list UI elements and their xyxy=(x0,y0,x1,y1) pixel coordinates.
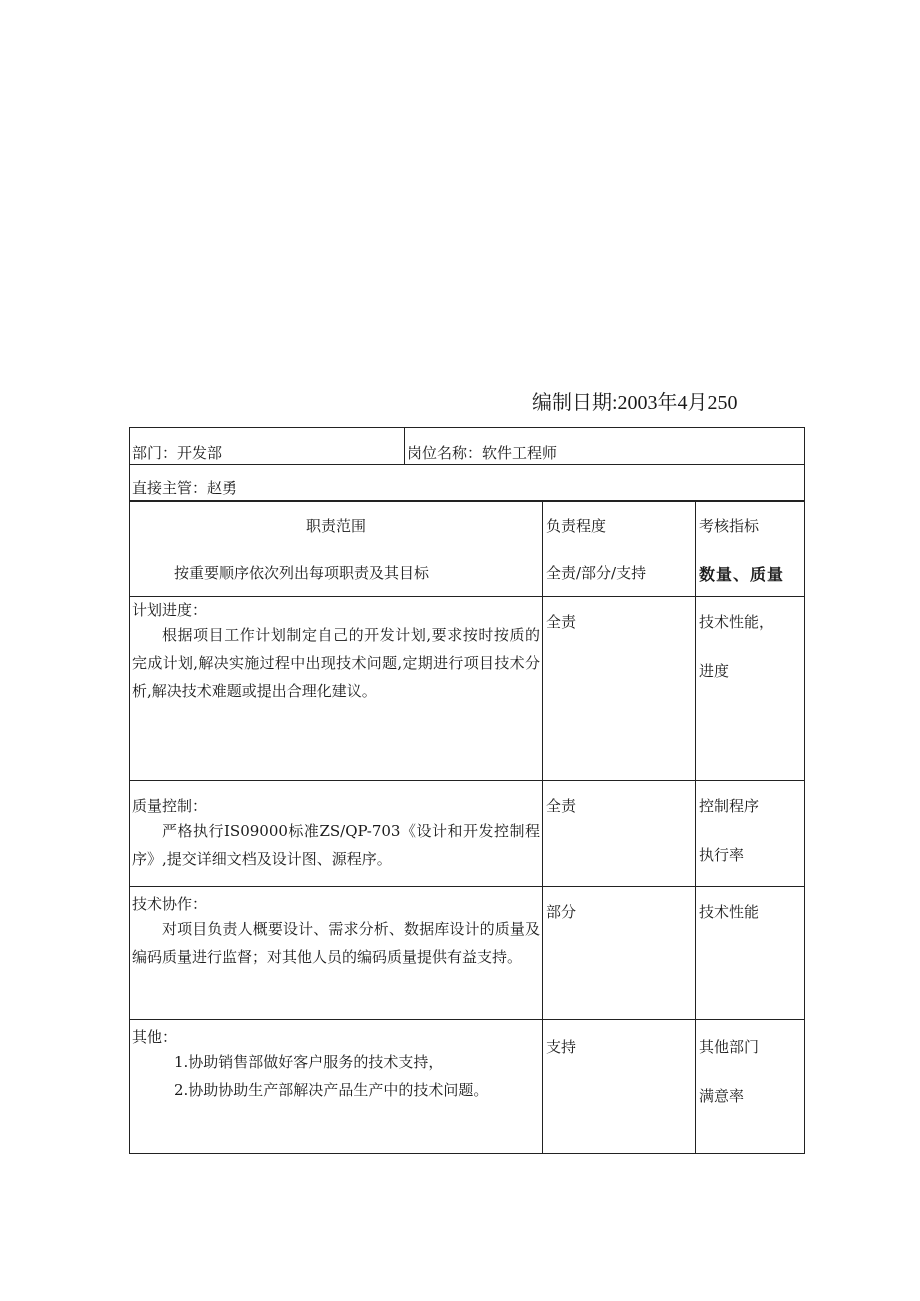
kpi-line-1: 技术性能， xyxy=(699,613,775,631)
kpi-line-1: 技术性能 xyxy=(699,903,760,921)
position-cell xyxy=(405,428,805,465)
duty-header-title: 职责范围 xyxy=(305,517,366,535)
compile-date: 编制日期:2003年4月250 xyxy=(532,392,738,414)
duty-row xyxy=(130,597,805,781)
duty-row xyxy=(130,1020,805,1154)
resp-header-cell xyxy=(543,501,696,597)
resp-value: 支持 xyxy=(546,1038,577,1056)
duty-header-cell xyxy=(130,501,543,597)
duty-cell xyxy=(130,781,543,887)
resp-value: 部分 xyxy=(546,903,577,921)
resp-cell xyxy=(543,1020,696,1154)
kpi-header-subtitle: 数量、质量 xyxy=(699,565,785,584)
duty-body: 对项目负责人概要设计、需求分析、数据库设计的质量及编码质量进行监督；对其他人员的编码质量提供有益支持。 xyxy=(132,920,540,966)
duty-row xyxy=(130,781,805,887)
duty-body: 严格执行IS09000标准ZS/QP-703《设计和开发控制程序》,提交详细文档及设计图、源程序。 xyxy=(132,822,540,868)
resp-header-subtitle: 全责/部分/支持 xyxy=(546,564,647,582)
kpi-cell xyxy=(696,597,805,781)
kpi-line-1: 控制程序 xyxy=(699,797,760,815)
duty-body: 根据项目工作计划制定自己的开发计划,要求按时按质的完成计划,解决实施过程中出现技术问题,定期进行项目技术分析,解决技术难题或提出合理化建议。 xyxy=(132,626,540,700)
kpi-header-cell xyxy=(696,501,805,597)
supervisor-label: 直接主管：赵勇 xyxy=(132,479,238,497)
duties-table xyxy=(129,500,805,1154)
kpi-cell xyxy=(696,781,805,887)
duty-list-item: 1.协助销售部做好客户服务的技术支持， xyxy=(174,1053,444,1071)
resp-cell xyxy=(543,781,696,887)
duty-cell xyxy=(130,1020,543,1154)
kpi-line-2: 进度 xyxy=(699,662,730,680)
kpi-cell xyxy=(696,887,805,1020)
department-cell xyxy=(130,428,405,465)
kpi-line-2: 满意率 xyxy=(699,1087,745,1105)
resp-header-title: 负责程度 xyxy=(546,517,607,535)
duty-title: 计划进度： xyxy=(132,601,208,619)
column-header-row xyxy=(130,501,805,597)
department-label: 部门：开发部 xyxy=(132,444,223,462)
duty-row xyxy=(130,887,805,1020)
resp-value: 全责 xyxy=(546,613,577,631)
duty-cell xyxy=(130,887,543,1020)
header-table xyxy=(129,427,805,502)
kpi-cell xyxy=(696,1020,805,1154)
resp-value: 全责 xyxy=(546,797,577,815)
position-label: 岗位名称：软件工程师 xyxy=(407,444,558,462)
header-row xyxy=(130,428,805,465)
kpi-line-2: 执行率 xyxy=(699,846,745,864)
resp-cell xyxy=(543,597,696,781)
duty-list-item: 2.协助协助生产部解决产品生产中的技术问题。 xyxy=(174,1081,489,1099)
kpi-line-1: 其他部门 xyxy=(699,1038,760,1056)
duty-title: 其他： xyxy=(132,1028,178,1046)
duty-cell xyxy=(130,597,543,781)
duty-title: 质量控制： xyxy=(132,797,208,815)
kpi-header-title: 考核指标 xyxy=(699,517,760,535)
resp-cell xyxy=(543,887,696,1020)
duty-title: 技术协作： xyxy=(132,895,208,913)
supervisor-cell xyxy=(130,465,805,502)
duty-header-subtitle: 按重要顺序依次列出每项职责及其目标 xyxy=(174,564,430,582)
supervisor-row xyxy=(130,465,805,502)
